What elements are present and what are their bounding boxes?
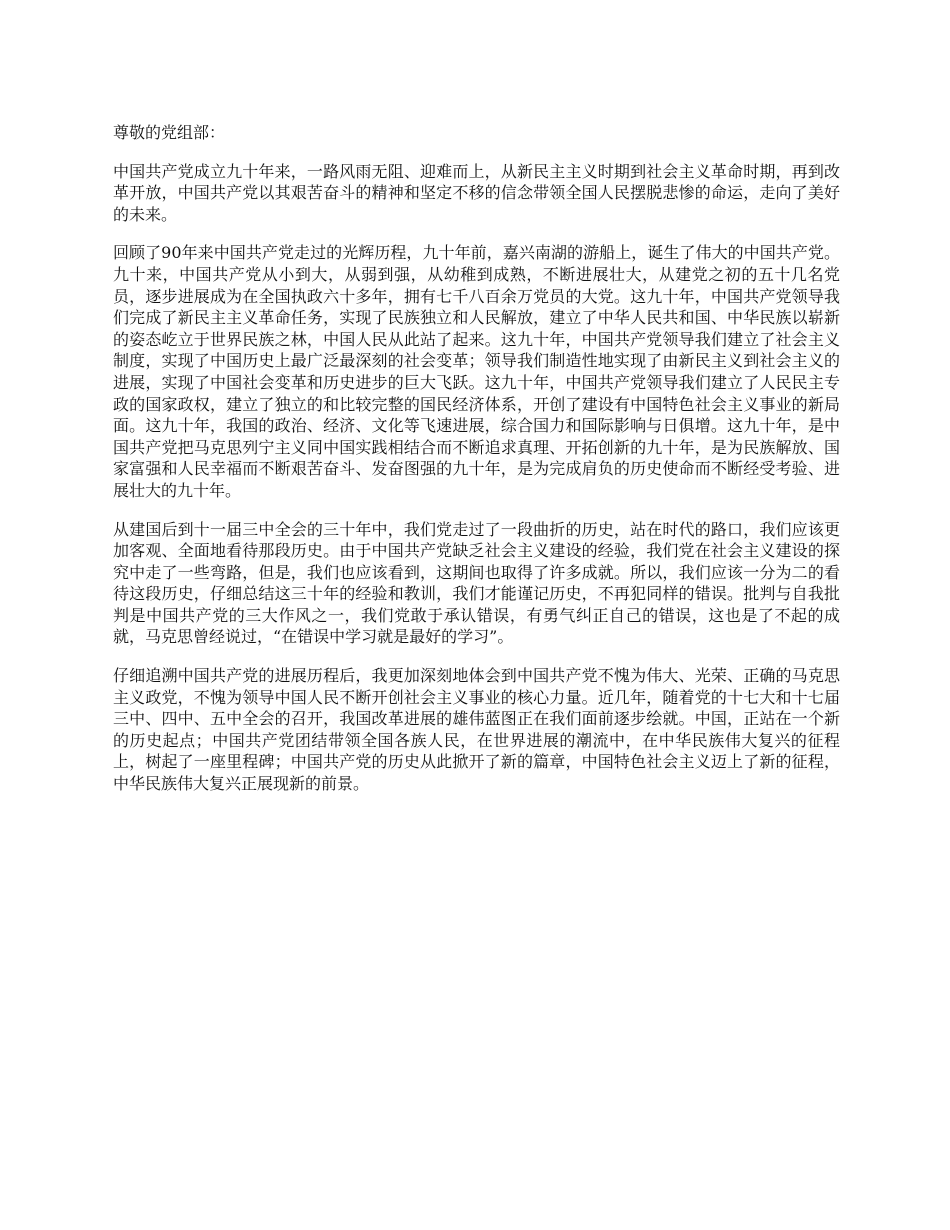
paragraph-2: 回顾了90年来中国共产党走过的光辉历程，九十年前，嘉兴南湖的游船上，诞生了伟大的中国共产党。九十来，中国共产党从小到大，从弱到强，从幼稚到成熟，不断进展壮大，从建党之初的五十几名党员，逐步进展成为在全国执政六十多年，拥有七千八百余万党员的大党。这九十年，中国共产党领导我们完成了新民主主义革命任务，实现了民族独立和人民解放，建立了中华人民共和国、中华民族以崭新的姿态屹立于世界民族之林，中国人民从此站了起来。这九十年，中国共产党领导我们建立了社会主义制度，实现了中国历史上最广泛最深刻的社会变革；领导我们制造性地实现了由新民主义到社会主义的进展，实现了中国社会变革和历史进步的巨大飞跃。这九十年，中国共产党领导我们建立了人民民主专政的国家政权，建立了独立的和比较完整的国民经济体系，开创了建设有中国特色社会主义事业的新局面。这九十年，我国的政治、经济、文化等飞速进展，综合国力和国际影响与日俱增。这九十年，是中国共产党把马克思列宁主义同中国实践相结合而不断追求真理、开拓创新的九十年，是为民族解放、国家富强和人民幸福而不断艰苦奋斗、发奋图强的九十年，是为完成肩负的历史使命而不断经受考验、进展壮大的九十年。 xyxy=(113,243,840,500)
salutation: 尊敬的党组部： xyxy=(113,123,226,142)
paragraph-3: 从建国后到十一届三中全会的三十年中，我们党走过了一段曲折的历史，站在时代的路口，我们应该更加客观、全面地看待那段历史。由于中国共产党缺乏社会主义建设的经验，我们党在社会主义建设的探究中走了一些弯路，但是，我们也应该看到，这期间也取得了许多成就。所以，我们应该一分为二的看待这段历史，仔细总结这三十年的经验和教训，我们才能谨记历史，不再犯同样的错误。批判与自我批判是中国共产党的三大作风之一，我们党敢于承认错误，有勇气纠正自己的错误，这也是了不起的成就，马克思曾经说过，“在错误中学习就是最好的学习”。 xyxy=(113,519,840,647)
paragraph-1: 中国共产党成立九十年来，一路风雨无阻、迎难而上，从新民主主义时期到社会主义革命时期，再到改革开放，中国共产党以其艰苦奋斗的精神和坚定不移的信念带领全国人民摆脱悲惨的命运，走向了美好的未来。 xyxy=(113,161,840,224)
document-body xyxy=(113,122,840,812)
paragraph-4: 仔细追溯中国共产党的进展历程后，我更加深刻地体会到中国共产党不愧为伟大、光荣、正确的马克思主义政党，不愧为领导中国人民不断开创社会主义事业的核心力量。近几年，随着党的十七大和十七届三中、四中、五中全会的召开，我国改革进展的雄伟蓝图正在我们面前逐步绘就。中国，正站在一个新的历史起点；中国共产党团结带领全国各族人民，在世界进展的潮流中，在中华民族伟大复兴的征程上，树起了一座里程碑；中国共产党的历史从此掀开了新的篇章，中国特色社会主义迈上了新的征程，中华民族伟大复兴正展现新的前景。 xyxy=(113,666,840,794)
